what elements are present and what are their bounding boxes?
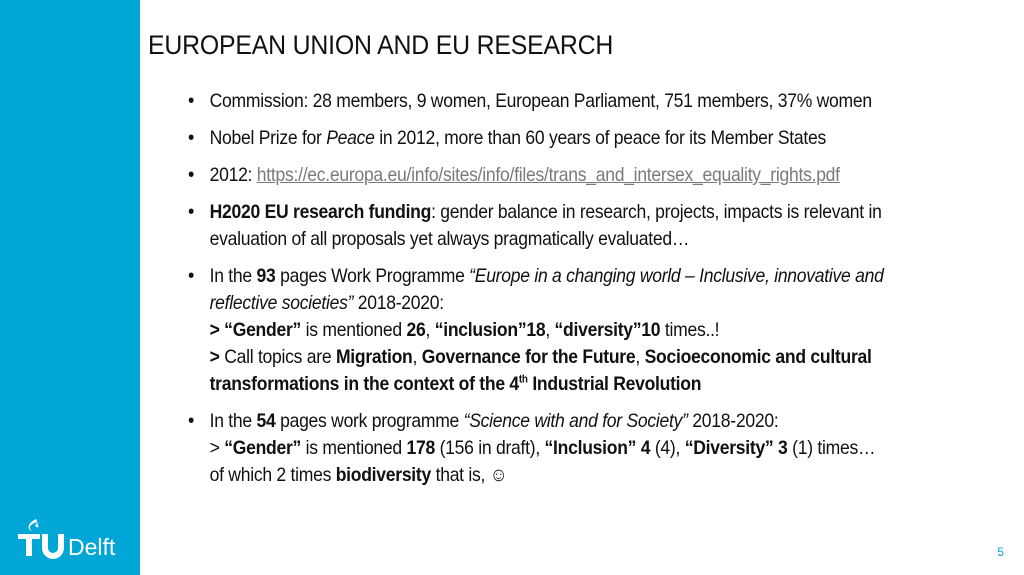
- text: Industrial Revolution: [527, 373, 702, 395]
- bullet-text: [210, 125, 1016, 152]
- bullet-line: [210, 317, 1016, 344]
- text: (1) times…: [787, 437, 876, 459]
- bold-text: “Diversity” 3: [684, 437, 788, 459]
- bullet-text: [210, 162, 1016, 189]
- bold-text: 178: [406, 437, 435, 459]
- text: in 2012, more than 60 years of peace for its Member States: [374, 127, 827, 149]
- bold-text: 54: [256, 410, 276, 432]
- bullet-54-pages: [188, 408, 1016, 489]
- bullet-2012-link: [188, 162, 1016, 189]
- text: of which 2 times: [209, 464, 336, 486]
- italic-text: “Science with and for Society”: [463, 410, 688, 432]
- brand-sidebar: [0, 0, 140, 575]
- tudelft-logo: [18, 517, 128, 561]
- text: transformations in the context of the 4: [209, 373, 519, 395]
- text: 2018-2020:: [687, 410, 779, 432]
- bold-text: “diversity”10: [554, 319, 661, 341]
- bold-text: Governance for the Future: [421, 346, 636, 368]
- italic-text: “Europe in a changing world – Inclusive, innovative and: [469, 265, 884, 287]
- bold-text: Socioeconomic and cultural: [644, 346, 872, 368]
- text: ,: [425, 319, 435, 341]
- text: In the: [209, 410, 257, 432]
- bullet-line: evaluation of all proposals yet always pragmatically evaluated…: [209, 228, 690, 250]
- text: 2012:: [209, 164, 257, 186]
- bold-text: “Inclusion” 4: [544, 437, 651, 459]
- bold-text: “Gender”: [224, 437, 302, 459]
- bold-text: biodiversity: [335, 464, 431, 486]
- text: (156 in draft),: [434, 437, 545, 459]
- emphasis-peace: Peace: [326, 127, 375, 149]
- text: is mentioned: [301, 319, 407, 341]
- text: pages Work Programme: [275, 265, 470, 287]
- bullet-line: [210, 199, 1016, 226]
- text: is mentioned: [301, 437, 407, 459]
- text: 2018-2020:: [353, 292, 444, 314]
- bullet-commission: [188, 88, 1016, 115]
- bold-text: 26: [406, 319, 426, 341]
- italic-text: reflective societies”: [209, 292, 354, 314]
- text: pages work programme: [275, 410, 464, 432]
- bullet-line: [210, 290, 1016, 317]
- text: Call topics are: [219, 346, 336, 368]
- text: ,: [545, 319, 555, 341]
- bullet-line: [210, 462, 1016, 489]
- text: ,: [635, 346, 645, 368]
- svg-text:Delft: Delft: [68, 534, 116, 560]
- text: (4),: [650, 437, 685, 459]
- text: that is, ☺: [430, 464, 508, 486]
- text: ,: [412, 346, 422, 368]
- text: times..!: [660, 319, 720, 341]
- bullet-line: [210, 435, 1016, 462]
- superscript: th: [518, 373, 528, 386]
- bold-text: 93: [256, 265, 276, 287]
- bullet-h2020-funding: [188, 199, 1016, 253]
- bold-text: >: [209, 346, 220, 368]
- bullet-nobel-prize: [188, 125, 1016, 152]
- tudelft-logo-graphic: [18, 517, 128, 561]
- bold-text: “inclusion”18: [434, 319, 546, 341]
- equality-rights-pdf-link[interactable]: https://ec.europa.eu/info/sites/info/files/trans_and_intersex_equality_rights.pdf: [256, 164, 840, 186]
- bold-text: Migration: [335, 346, 413, 368]
- text: >: [209, 437, 225, 459]
- text: : gender balance in research, projects, impacts is relevant in: [431, 201, 882, 223]
- bullet-line: [210, 408, 1016, 435]
- bullet-line: [210, 371, 1016, 398]
- bold-text: > “Gender”: [209, 319, 302, 341]
- bold-text: [210, 373, 702, 395]
- page-number: 5: [997, 545, 1004, 559]
- bullet-line: [210, 344, 1016, 371]
- text: In the: [209, 265, 257, 287]
- bullet-text: • Commission: 28 members, 9 women, European Parliament, 751 members, 37% women: [209, 90, 872, 112]
- bold-text: H2020 EU research funding: [209, 201, 432, 223]
- slide-title: EUROPEAN UNION AND EU RESEARCH: [148, 30, 614, 60]
- text: Nobel Prize for: [209, 127, 327, 149]
- bullet-93-pages: [188, 263, 1016, 398]
- bullet-list: [188, 88, 1018, 499]
- bullet-line: [210, 263, 1016, 290]
